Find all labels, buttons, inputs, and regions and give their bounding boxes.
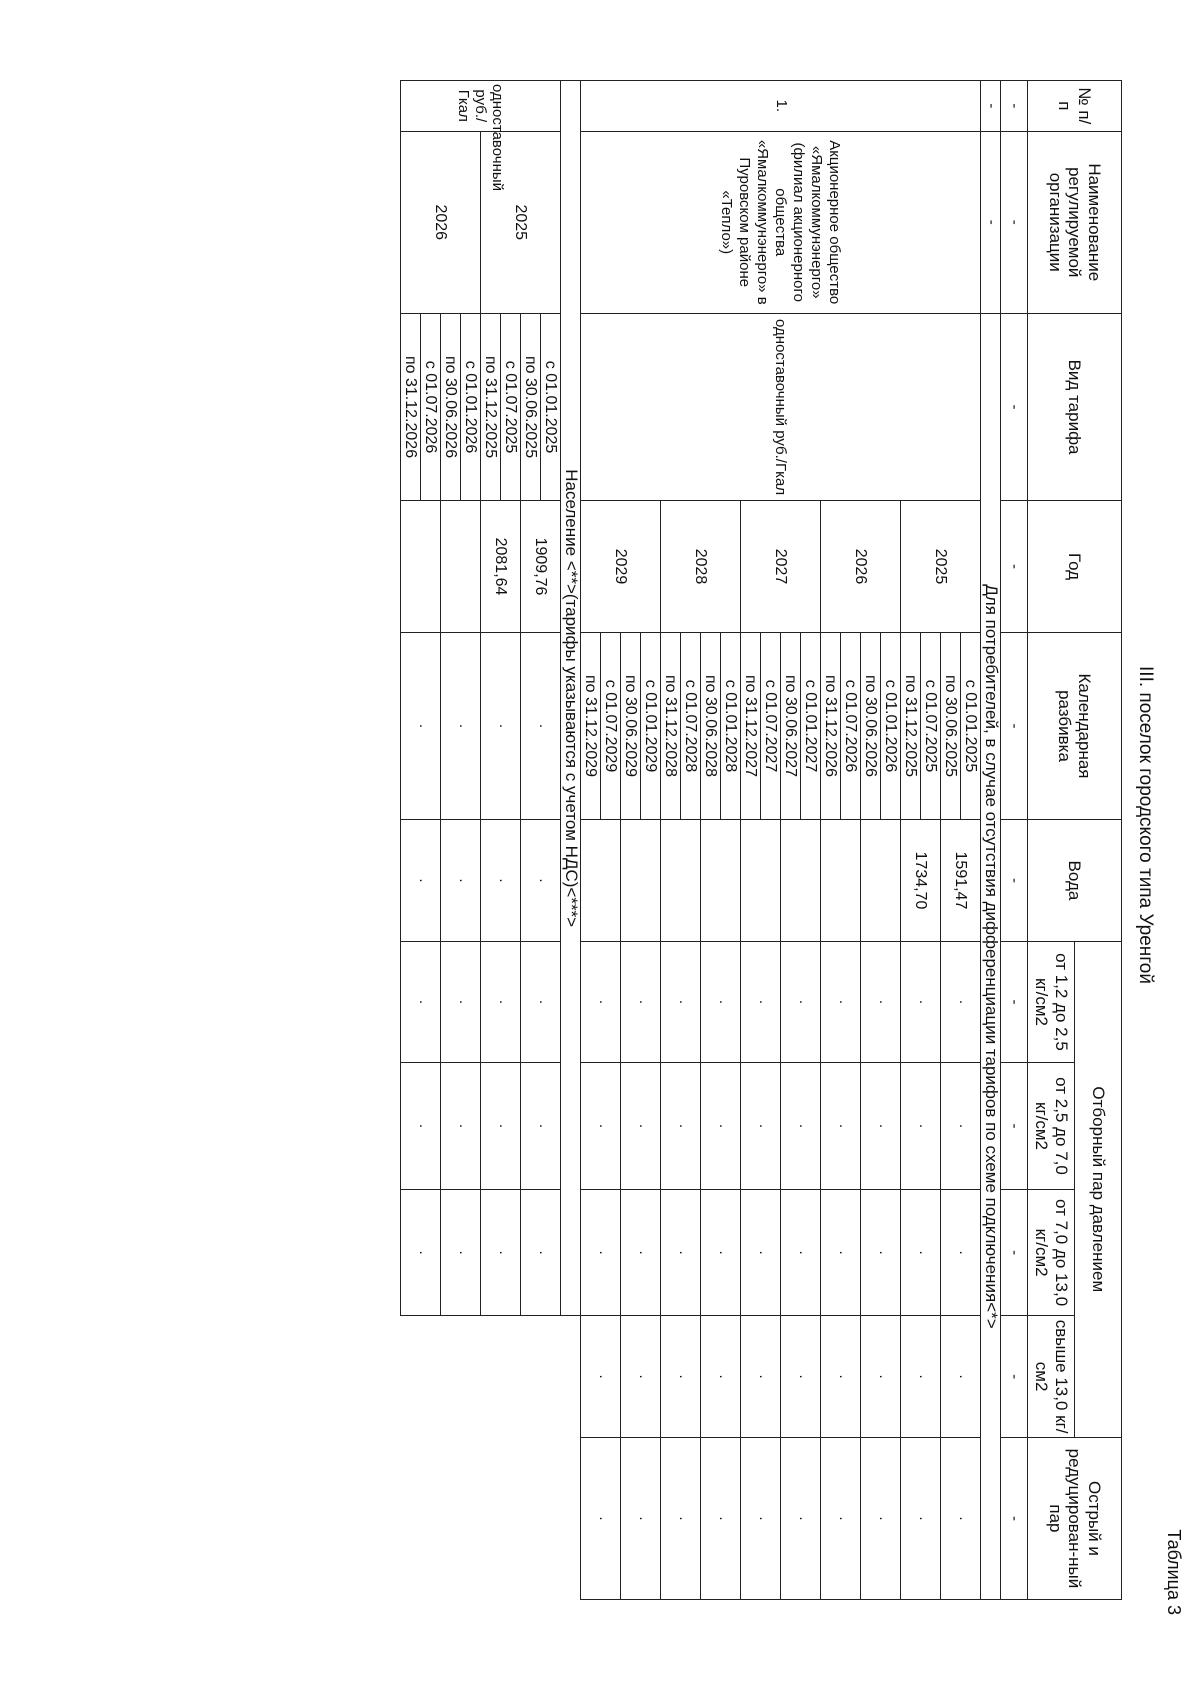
dash-cell: - xyxy=(981,131,1001,313)
period-cell: с 01.01.2025 xyxy=(541,313,561,500)
header-steam: Отборный пар давлением xyxy=(1075,941,1122,1437)
table-row xyxy=(461,81,481,1600)
dot-cell: · xyxy=(441,1063,481,1190)
dash-cell: - xyxy=(1001,313,1028,500)
tariff-type: одноставочный руб./Гкал xyxy=(401,81,561,132)
water-value: 1909,76 xyxy=(521,501,561,633)
header-year: Год xyxy=(1028,501,1122,633)
dot-cell: · xyxy=(861,1189,901,1316)
section-2-title: Население <**>(тарифы указываются с учетом НДС)<***> xyxy=(561,81,581,1316)
dot-cell: · xyxy=(481,1189,521,1316)
dash-cell: - xyxy=(1001,820,1028,942)
period-cell: по 30.06.2025 xyxy=(521,313,541,500)
dot-cell: · xyxy=(621,941,661,1063)
dot-cell: · xyxy=(661,1437,701,1599)
dot-cell: · xyxy=(741,1189,781,1316)
dash-cell: - xyxy=(1001,81,1028,132)
year-cell: 2025 xyxy=(481,131,561,313)
water-value: 1591,47 xyxy=(941,820,981,942)
dot-cell: · xyxy=(861,1437,901,1599)
dot-cell: · xyxy=(481,820,521,942)
dot-cell: · xyxy=(821,1437,861,1599)
header-num: № п/п xyxy=(1028,81,1122,132)
year-cell: 2028 xyxy=(661,501,741,633)
dot-cell: · xyxy=(621,1316,661,1438)
dot-cell: · xyxy=(901,1189,941,1316)
dot-cell: · xyxy=(901,1063,941,1190)
period-cell: с 01.07.2026 xyxy=(421,313,441,500)
year-cell: 2025 xyxy=(901,501,981,633)
dot-cell: · xyxy=(401,1063,441,1190)
dot-cell: · xyxy=(741,941,781,1063)
org-number: 1. xyxy=(581,81,981,132)
dash-cell: - xyxy=(1001,1316,1028,1438)
dot-cell: · xyxy=(661,1316,701,1438)
dot-cell: · xyxy=(941,1063,981,1190)
year-cell: 2027 xyxy=(741,501,821,633)
dot-cell: · xyxy=(401,941,441,1063)
period-cell: по 31.12.2027 xyxy=(741,632,761,819)
period-cell: по 31.12.2026 xyxy=(401,313,421,500)
water-value xyxy=(741,820,781,942)
header-sharp-steam: Острый и редуцирован-ный пар xyxy=(1028,1437,1122,1599)
dot-cell: · xyxy=(441,820,481,942)
dot-cell: · xyxy=(821,1063,861,1190)
dot-cell: · xyxy=(521,632,561,819)
dot-cell: · xyxy=(401,1189,441,1316)
period-cell: по 31.12.2026 xyxy=(821,632,841,819)
dot-cell: · xyxy=(781,1063,821,1190)
period-cell: с 01.01.2026 xyxy=(881,632,901,819)
dot-cell: · xyxy=(941,1316,981,1438)
dot-cell: · xyxy=(781,1189,821,1316)
dot-cell: · xyxy=(581,1189,621,1316)
year-cell: 2029 xyxy=(581,501,661,633)
period-cell: с 01.07.2026 xyxy=(841,632,861,819)
table-row xyxy=(961,81,981,1600)
dot-cell: · xyxy=(441,941,481,1063)
dot-cell: · xyxy=(661,1189,701,1316)
dot-cell: · xyxy=(661,941,701,1063)
dot-cell: · xyxy=(941,941,981,1063)
dot-cell: · xyxy=(521,1189,561,1316)
period-cell: с 01.01.2026 xyxy=(461,313,481,500)
tariff-type: одноставочный руб./Гкал xyxy=(581,313,981,500)
dot-cell: · xyxy=(701,941,741,1063)
header-org: Наименование регулируемой организации xyxy=(1028,131,1122,313)
dot-cell: · xyxy=(581,1063,621,1190)
dot-cell: · xyxy=(661,1063,701,1190)
dash-cell: - xyxy=(1001,941,1028,1063)
period-cell: по 30.06.2026 xyxy=(441,313,461,500)
period-cell: по 31.12.2025 xyxy=(481,313,501,500)
dash-cell: - xyxy=(1001,1063,1028,1190)
table-row xyxy=(541,81,561,1600)
dot-cell: · xyxy=(941,1189,981,1316)
period-cell: с 01.07.2029 xyxy=(601,632,621,819)
period-cell: по 30.06.2028 xyxy=(701,632,721,819)
water-value: 2081,64 xyxy=(481,501,521,633)
dot-cell: · xyxy=(581,1316,621,1438)
org-name: Акционерное общество «Ямалкоммунэнерго» (филиал акционерного общества «Ямалкоммунэнерго» в Пуровском районе «Тепло») xyxy=(581,131,981,313)
period-cell: с 01.01.2028 xyxy=(721,632,741,819)
dot-cell: · xyxy=(621,1437,661,1599)
dash-cell: - xyxy=(1001,1189,1028,1316)
period-cell: по 30.06.2026 xyxy=(861,632,881,819)
dot-cell: · xyxy=(581,1437,621,1599)
dot-cell: · xyxy=(781,1437,821,1599)
period-cell: по 30.06.2029 xyxy=(621,632,641,819)
year-cell: 2026 xyxy=(401,131,481,313)
dot-cell: · xyxy=(941,1437,981,1599)
dot-cell: · xyxy=(741,1316,781,1438)
water-value xyxy=(701,820,741,942)
dot-cell: · xyxy=(861,941,901,1063)
dot-cell: · xyxy=(821,1316,861,1438)
dash-cell: - xyxy=(1001,131,1028,313)
dot-cell: · xyxy=(741,1437,781,1599)
header-steam-1: от 1,2 до 2,5 кг/см2 xyxy=(1028,941,1075,1063)
header-steam-4: свыше 13,0 кг/см2 xyxy=(1028,1316,1075,1438)
dot-cell: · xyxy=(701,1063,741,1190)
dot-cell: · xyxy=(521,1063,561,1190)
dash-cell: - xyxy=(1001,632,1028,819)
dot-cell: · xyxy=(781,941,821,1063)
page-title: III. поселок городского типа Уренгой xyxy=(1135,666,1156,984)
dot-cell: · xyxy=(861,1316,901,1438)
table-label: Таблица 3 xyxy=(1164,1529,1184,1615)
period-cell: по 31.12.2029 xyxy=(581,632,601,819)
dot-cell: · xyxy=(861,1063,901,1190)
dot-cell: · xyxy=(901,1437,941,1599)
dot-cell: · xyxy=(481,1063,521,1190)
dash-cell: - xyxy=(1001,1437,1028,1599)
dot-cell: · xyxy=(521,820,561,942)
year-cell: 2026 xyxy=(821,501,901,633)
dot-cell: · xyxy=(821,941,861,1063)
water-value xyxy=(781,820,821,942)
rotated-sheet xyxy=(170,30,1190,1620)
tariff-table xyxy=(400,80,1122,1600)
header-water: Вода xyxy=(1028,820,1122,942)
dot-cell: · xyxy=(701,1316,741,1438)
section-1-title: Для потребителей, в случае отсутствия дифференциации тарифов по схеме подключения<*> xyxy=(981,313,1001,1599)
period-cell: с 01.07.2028 xyxy=(681,632,701,819)
period-cell: с 01.01.2025 xyxy=(961,632,981,819)
period-cell: с 01.01.2027 xyxy=(801,632,821,819)
dot-cell: · xyxy=(481,941,521,1063)
dot-cell: · xyxy=(441,632,481,819)
period-cell: с 01.07.2025 xyxy=(501,313,521,500)
dot-cell: · xyxy=(701,1437,741,1599)
dot-cell: · xyxy=(481,632,521,819)
dot-cell: · xyxy=(781,1316,821,1438)
water-value xyxy=(621,820,661,942)
water-value xyxy=(861,820,901,942)
header-tariff-type: Вид тарифа xyxy=(1028,313,1122,500)
dot-cell: · xyxy=(521,941,561,1063)
water-value xyxy=(441,501,481,633)
header-steam-3: от 7,0 до 13,0 кг/см2 xyxy=(1028,1189,1075,1316)
dot-cell: · xyxy=(621,1063,661,1190)
water-value xyxy=(661,820,701,942)
dot-cell: · xyxy=(401,632,441,819)
placeholder-row xyxy=(981,81,1001,1600)
water-value: 1734,70 xyxy=(901,820,941,942)
dot-cell: · xyxy=(821,1189,861,1316)
period-cell: по 30.06.2025 xyxy=(941,632,961,819)
section-2-title-row xyxy=(561,81,581,1600)
period-cell: по 31.12.2028 xyxy=(661,632,681,819)
placeholder-row xyxy=(1001,81,1028,1600)
water-value xyxy=(581,820,621,942)
header-period: Календарная разбивка xyxy=(1028,632,1122,819)
dot-cell: · xyxy=(581,941,621,1063)
dot-cell: · xyxy=(441,1189,481,1316)
water-value xyxy=(401,501,441,633)
dot-cell: · xyxy=(901,941,941,1063)
dot-cell: · xyxy=(621,1189,661,1316)
period-cell: с 01.07.2027 xyxy=(761,632,781,819)
water-value xyxy=(821,820,861,942)
period-cell: по 31.12.2025 xyxy=(901,632,921,819)
header-steam-2: от 2,5 до 7,0 кг/см2 xyxy=(1028,1063,1075,1190)
dot-cell: · xyxy=(401,820,441,942)
period-cell: по 30.06.2027 xyxy=(781,632,801,819)
period-cell: с 01.07.2025 xyxy=(921,632,941,819)
dot-cell: · xyxy=(701,1189,741,1316)
period-cell: с 01.01.2029 xyxy=(641,632,661,819)
dash-cell: - xyxy=(1001,501,1028,633)
dash-cell: - xyxy=(981,81,1001,132)
dot-cell: · xyxy=(741,1063,781,1190)
dot-cell: · xyxy=(901,1316,941,1438)
